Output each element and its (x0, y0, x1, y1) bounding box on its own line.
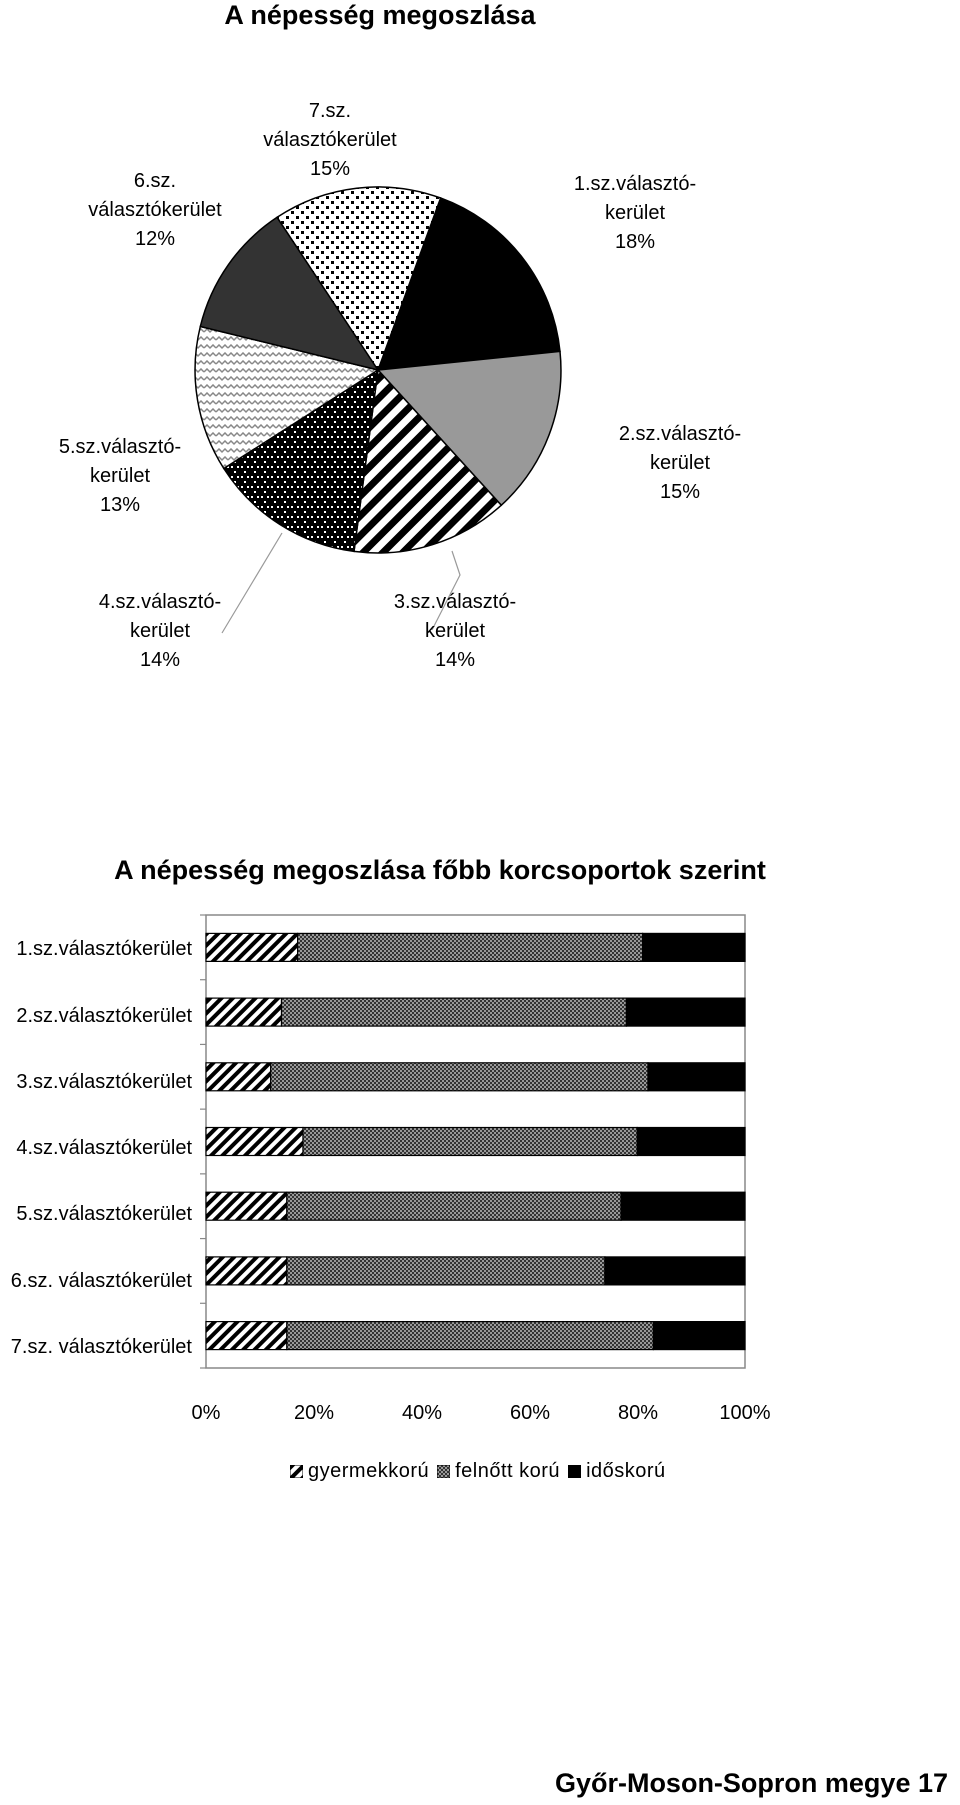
x-tick-20: 20% (293, 1402, 335, 1424)
bar-1-series-2 (298, 933, 643, 961)
pie-label-2: 2.sz.választó- kerület 15% (618, 423, 742, 503)
bar-row-label-1: 1.sz.választókerület (16, 938, 192, 960)
bar-7-series-3 (653, 1322, 745, 1350)
bar-2-series-1 (206, 998, 282, 1026)
bar-7-series-1 (206, 1322, 287, 1350)
page-footer: Győr-Moson-Sopron megye 17 (554, 1768, 948, 1798)
bar-row-label-7: 7.sz. választókerület (10, 1336, 192, 1358)
bar-3-series-3 (648, 1063, 745, 1091)
legend-swatch-gyermekkoru (290, 1465, 303, 1478)
legend-swatch-idoskoru (568, 1465, 581, 1478)
bar-4-series-3 (637, 1128, 745, 1156)
pie-label-3: 3.sz.választó- kerület 14% (393, 591, 517, 671)
bar-4-series-1 (206, 1128, 303, 1156)
bar-row-label-2: 2.sz.választókerület (16, 1005, 192, 1027)
x-tick-0: 0% (191, 1402, 221, 1424)
bar-7-series-2 (287, 1322, 654, 1350)
pie-label-7: 7.sz. választókerület 15% (263, 100, 397, 180)
pie-label-1: 1.sz.választó- kerület 18% (573, 173, 697, 253)
x-tick-60: 60% (509, 1402, 551, 1424)
bar-row-label-6: 6.sz. választókerület (10, 1270, 192, 1292)
x-tick-40: 40% (401, 1402, 443, 1424)
x-tick-80: 80% (617, 1402, 659, 1424)
bar-5-series-2 (287, 1192, 621, 1220)
pie-label-5: 5.sz.választó- kerület 13% (58, 436, 182, 516)
bar-chart-title: A népesség megoszlása főbb korcsoportok szerint (114, 855, 766, 885)
bar-row-label-5: 5.sz.választókerület (16, 1203, 192, 1225)
bar-6-series-1 (206, 1257, 287, 1285)
x-tick-100: 100% (719, 1402, 771, 1424)
bar-row-label-3: 3.sz.választókerület (16, 1071, 192, 1093)
bar-6-series-2 (287, 1257, 605, 1285)
bar-2-series-3 (626, 998, 745, 1026)
bar-3-series-1 (206, 1063, 271, 1091)
pie-label-6: 6.sz. választókerület 12% (88, 170, 222, 250)
bar-4-series-2 (303, 1128, 637, 1156)
bar-row-label-4: 4.sz.választókerület (16, 1137, 192, 1159)
pie-chart-title: A népesség megoszlása (224, 0, 536, 30)
bar-1-series-3 (643, 933, 745, 961)
legend-swatch-felnott-koru (437, 1465, 450, 1478)
legend-item-idoskoru: időskorú (568, 1460, 666, 1483)
legend-item-felnott-koru: felnőtt korú (437, 1460, 560, 1483)
bar-5-series-3 (621, 1192, 745, 1220)
bar-1-series-1 (206, 933, 298, 961)
bar-6-series-3 (605, 1257, 745, 1285)
bar-5-series-1 (206, 1192, 287, 1220)
bar-2-series-2 (282, 998, 627, 1026)
legend-item-gyermekkoru: gyermekkorú (290, 1460, 429, 1483)
bar-legend (290, 1460, 674, 1483)
bar-3-series-2 (271, 1063, 648, 1091)
pie-label-4: 4.sz.választó- kerület 14% (98, 591, 222, 671)
